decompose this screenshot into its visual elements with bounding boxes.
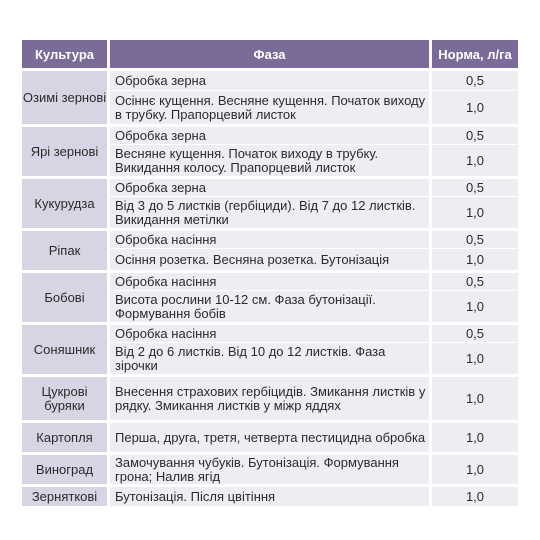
norm-cell: 0,5 (432, 228, 518, 248)
norm-cell: 1,0 (432, 196, 518, 228)
culture-cell: Ярі зернові (22, 124, 110, 176)
phase-cell: Весняне кущення. Початок виходу в трубку. Викидання колосу. Прапорцевий листок (110, 144, 432, 176)
phase-cell: Обробка зерна (110, 176, 432, 196)
phase-cell: Перша, друга, третя, четверта пестицидна обробка (110, 420, 432, 452)
culture-cell: Зерняткові (22, 484, 110, 506)
norm-cell: 1,0 (432, 420, 518, 452)
norm-cell: 1,0 (432, 290, 518, 322)
norm-cell: 0,5 (432, 322, 518, 342)
header-culture: Культура (22, 40, 110, 68)
phase-cell: Бутонізація. Після цвітіння (110, 484, 432, 506)
table-row (22, 322, 518, 342)
phase-cell: Обробка насіння (110, 322, 432, 342)
phase-cell: Осіння розетка. Весняна розетка. Бутонізація (110, 248, 432, 270)
table-header-row (22, 40, 518, 68)
culture-cell: Картопля (22, 420, 110, 452)
norm-cell: 0,5 (432, 124, 518, 144)
norm-cell: 1,0 (432, 342, 518, 374)
header-phase: Фаза (110, 40, 432, 68)
culture-cell: Озимі зернові (22, 68, 110, 124)
phase-cell: Обробка насіння (110, 228, 432, 248)
phase-cell: Замочування чубуків. Бутонізація. Формування грона; Налив ягід (110, 452, 432, 484)
phase-cell: Внесення страхових гербіцидів. Змикання листків у рядку. Змикання листків у міжр яддях (110, 374, 432, 420)
table-row (22, 270, 518, 290)
culture-cell: Ріпак (22, 228, 110, 270)
norm-cell: 1,0 (432, 374, 518, 420)
phase-cell: Від 3 до 5 листків (гербіциди). Від 7 до 12 листків. Викидання метілки (110, 196, 432, 228)
norms-table (22, 40, 518, 506)
norm-cell: 1,0 (432, 90, 518, 124)
table-row (22, 68, 518, 90)
culture-cell: Бобові (22, 270, 110, 322)
norm-cell: 0,5 (432, 270, 518, 290)
culture-cell: Виноград (22, 452, 110, 484)
phase-cell: Висота рослини 10-12 см. Фаза бутонізації. Формування бобів (110, 290, 432, 322)
norm-cell: 0,5 (432, 68, 518, 90)
norm-cell: 1,0 (432, 144, 518, 176)
phase-cell: Обробка насіння (110, 270, 432, 290)
table-row (22, 124, 518, 144)
culture-cell: Цукрові буряки (22, 374, 110, 420)
phase-cell: Обробка зерна (110, 124, 432, 144)
culture-cell: Соняшник (22, 322, 110, 374)
phase-cell: Осіннє кущення. Весняне кущення. Початок виходу в трубку. Прапорцевий листок (110, 90, 432, 124)
header-norm: Норма, л/га (432, 40, 518, 68)
table-row (22, 484, 518, 506)
norm-cell: 0,5 (432, 176, 518, 196)
table-row (22, 452, 518, 484)
table-row (22, 420, 518, 452)
table-row (22, 374, 518, 420)
norm-cell: 1,0 (432, 452, 518, 484)
norm-cell: 1,0 (432, 248, 518, 270)
table-row (22, 176, 518, 196)
table-row (22, 228, 518, 248)
phase-cell: Обробка зерна (110, 68, 432, 90)
phase-cell: Від 2 до 6 листків. Від 10 до 12 листків. Фаза зірочки (110, 342, 432, 374)
culture-cell: Кукурудза (22, 176, 110, 228)
norm-cell: 1,0 (432, 484, 518, 506)
